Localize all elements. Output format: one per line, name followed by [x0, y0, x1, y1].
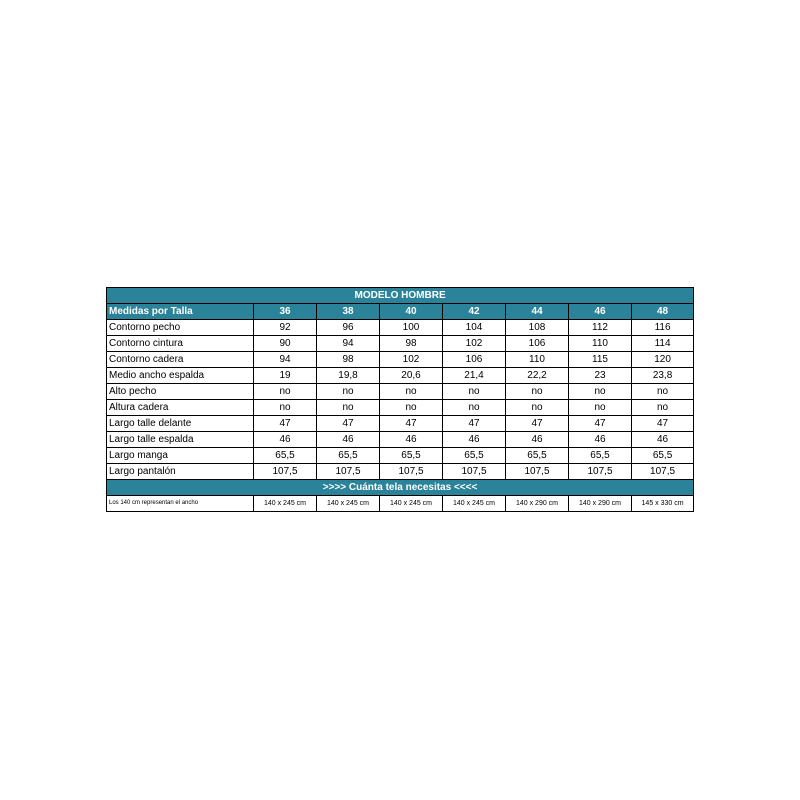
table-cell: 47 [632, 416, 694, 432]
table-cell: no [506, 384, 569, 400]
table-row [107, 400, 694, 416]
table-cell: 65,5 [380, 448, 443, 464]
table-cell: 102 [443, 336, 506, 352]
table-cell: no [317, 384, 380, 400]
table-cell: 110 [506, 352, 569, 368]
fabric-title-row [107, 480, 694, 496]
table-cell: no [443, 400, 506, 416]
table-cell: 46 [569, 432, 632, 448]
table-cell: 108 [506, 320, 569, 336]
table-cell: 65,5 [506, 448, 569, 464]
table-cell: 107,5 [254, 464, 317, 480]
table-cell: 107,5 [506, 464, 569, 480]
table-cell: 47 [254, 416, 317, 432]
table-cell: 47 [317, 416, 380, 432]
fabric-cell: 140 x 245 cm [380, 496, 443, 512]
table-cell: 46 [632, 432, 694, 448]
table-cell: no [380, 384, 443, 400]
table-cell: 114 [632, 336, 694, 352]
table-cell: 47 [443, 416, 506, 432]
table-cell: 107,5 [380, 464, 443, 480]
table-cell: 116 [632, 320, 694, 336]
row-label: Largo talle delante [107, 416, 254, 432]
table-title-row [107, 288, 694, 304]
table-cell: 46 [443, 432, 506, 448]
table-cell: no [632, 384, 694, 400]
table-cell: no [317, 400, 380, 416]
fabric-cell: 140 x 290 cm [506, 496, 569, 512]
table-row [107, 416, 694, 432]
row-label: Alto pecho [107, 384, 254, 400]
table-cell: 46 [506, 432, 569, 448]
table-cell: no [254, 384, 317, 400]
table-cell: 23,8 [632, 368, 694, 384]
table-cell: 21,4 [443, 368, 506, 384]
size-header-46: 46 [569, 304, 632, 320]
size-header-36: 36 [254, 304, 317, 320]
table-row [107, 384, 694, 400]
table-cell: 19,8 [317, 368, 380, 384]
table-title: MODELO HOMBRE [107, 288, 694, 304]
table-cell: 110 [569, 336, 632, 352]
table-cell: 107,5 [317, 464, 380, 480]
table-cell: 20,6 [380, 368, 443, 384]
table-cell: no [632, 400, 694, 416]
header-label: Medidas por Talla [107, 304, 254, 320]
table-cell: no [569, 400, 632, 416]
row-label: Largo talle espalda [107, 432, 254, 448]
table-cell: 47 [506, 416, 569, 432]
size-header-48: 48 [632, 304, 694, 320]
table-row [107, 320, 694, 336]
table-cell: 92 [254, 320, 317, 336]
size-header-40: 40 [380, 304, 443, 320]
table-cell: 46 [317, 432, 380, 448]
table-cell: 98 [317, 352, 380, 368]
table-row [107, 432, 694, 448]
size-header-44: 44 [506, 304, 569, 320]
row-label: Contorno pecho [107, 320, 254, 336]
table-cell: 22,2 [506, 368, 569, 384]
table-cell: 65,5 [443, 448, 506, 464]
row-label: Largo manga [107, 448, 254, 464]
table-cell: 107,5 [443, 464, 506, 480]
fabric-label: Los 140 cm representan el ancho [107, 496, 254, 512]
table-cell: 107,5 [569, 464, 632, 480]
table-row [107, 464, 694, 480]
table-cell: no [380, 400, 443, 416]
table-row [107, 368, 694, 384]
size-header-38: 38 [317, 304, 380, 320]
table-header-row [107, 304, 694, 320]
table-cell: no [569, 384, 632, 400]
table-cell: 102 [380, 352, 443, 368]
table-cell: 19 [254, 368, 317, 384]
fabric-title: >>>> Cuánta tela necesitas <<<< [107, 480, 694, 496]
table-cell: 104 [443, 320, 506, 336]
table-cell: 47 [380, 416, 443, 432]
table-cell: 94 [317, 336, 380, 352]
table-cell: 65,5 [317, 448, 380, 464]
table-cell: 46 [380, 432, 443, 448]
fabric-cell: 140 x 245 cm [254, 496, 317, 512]
table-cell: 98 [380, 336, 443, 352]
table-cell: no [443, 384, 506, 400]
fabric-cell: 140 x 245 cm [317, 496, 380, 512]
table-cell: 120 [632, 352, 694, 368]
table-cell: 65,5 [569, 448, 632, 464]
table-cell: 23 [569, 368, 632, 384]
table-cell: 106 [443, 352, 506, 368]
fabric-cell: 140 x 290 cm [569, 496, 632, 512]
fabric-row [107, 496, 694, 512]
table-cell: 46 [254, 432, 317, 448]
fabric-cell: 140 x 245 cm [443, 496, 506, 512]
row-label: Altura cadera [107, 400, 254, 416]
table-cell: 90 [254, 336, 317, 352]
size-chart-table [106, 287, 694, 512]
table-cell: 112 [569, 320, 632, 336]
fabric-cell: 145 x 330 cm [632, 496, 694, 512]
table-row [107, 336, 694, 352]
table-cell: no [254, 400, 317, 416]
table-cell: 115 [569, 352, 632, 368]
table-cell: 94 [254, 352, 317, 368]
table-cell: no [506, 400, 569, 416]
table-row [107, 352, 694, 368]
table-cell: 47 [569, 416, 632, 432]
table-cell: 107,5 [632, 464, 694, 480]
size-header-42: 42 [443, 304, 506, 320]
table-cell: 65,5 [254, 448, 317, 464]
table-row [107, 448, 694, 464]
row-label: Medio ancho espalda [107, 368, 254, 384]
row-label: Largo pantalón [107, 464, 254, 480]
table-cell: 100 [380, 320, 443, 336]
row-label: Contorno cintura [107, 336, 254, 352]
table-cell: 65,5 [632, 448, 694, 464]
row-label: Contorno cadera [107, 352, 254, 368]
table-cell: 96 [317, 320, 380, 336]
table-cell: 106 [506, 336, 569, 352]
